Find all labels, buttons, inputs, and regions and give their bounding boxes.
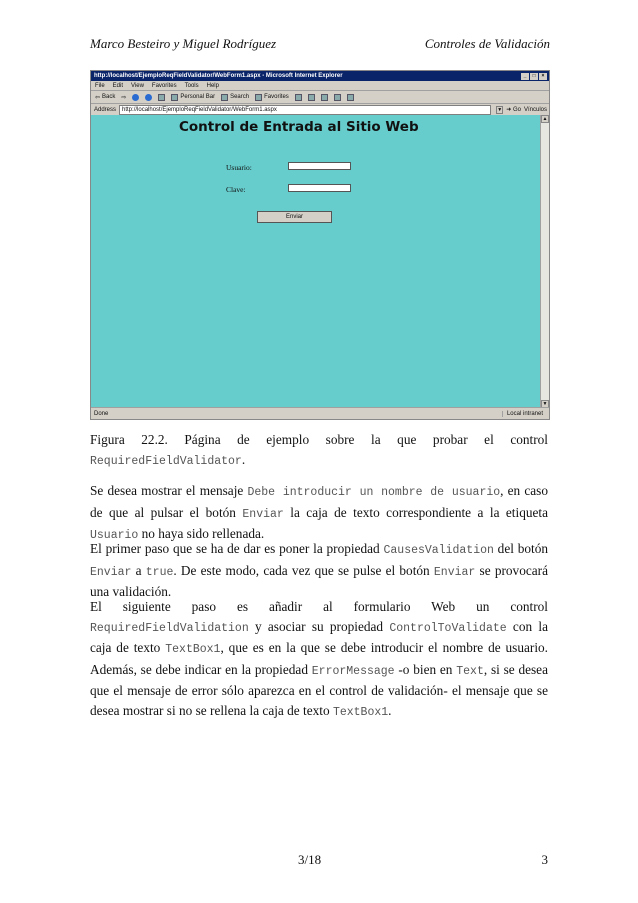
caption-word: el: [484, 432, 494, 447]
page-title: Control de Entrada al Sitio Web: [179, 119, 419, 135]
p3-text: .: [388, 702, 392, 718]
page-counter: 3/18: [298, 852, 322, 867]
p3-text: con la caja de texto: [90, 618, 548, 655]
favorites-label: Favorites: [264, 94, 289, 100]
paragraph-3: [90, 597, 548, 722]
clave-input[interactable]: [288, 184, 351, 192]
p1-text: , en caso de que al pulsar el botón: [90, 483, 548, 520]
p1-code: Enviar: [242, 507, 284, 521]
p3-text: y asociar su propiedad: [248, 618, 390, 634]
p2-code: CausesValidation: [383, 544, 494, 557]
p3-code: Text: [456, 664, 484, 678]
vertical-scrollbar[interactable]: [540, 115, 549, 408]
favorites-button[interactable]: [255, 94, 289, 101]
go-button[interactable]: ➜ Go: [506, 107, 521, 113]
paragraph-1: [90, 481, 548, 546]
address-input[interactable]: [119, 105, 491, 115]
menu-view[interactable]: View: [131, 82, 144, 89]
close-icon[interactable]: ×: [539, 73, 547, 80]
home-icon[interactable]: [158, 94, 165, 101]
menu-edit[interactable]: Edit: [112, 82, 124, 89]
minimize-icon[interactable]: _: [521, 73, 529, 80]
maximize-icon[interactable]: □: [530, 73, 538, 80]
refresh-icon[interactable]: [145, 94, 152, 101]
address-label: Address: [94, 106, 117, 113]
edit-icon[interactable]: [334, 94, 341, 101]
scroll-up-icon[interactable]: ▲: [542, 116, 548, 122]
p3-text: El siguiente paso es añadir al formulario Web un control: [90, 599, 548, 614]
status-zone: Local intranet: [502, 411, 543, 417]
p3-code: RequiredFieldValidation: [90, 621, 249, 635]
stop-icon[interactable]: [132, 94, 139, 101]
mail-icon[interactable]: [308, 94, 315, 101]
status-done: Done: [94, 410, 109, 417]
links-label[interactable]: Vínculos: [523, 106, 547, 113]
p2-text: . De este modo, cada vez que se pulse el botón: [173, 562, 434, 578]
search-label: Search: [230, 94, 250, 100]
caption-word: control: [510, 432, 548, 447]
address-value: http://localhost/EjemploReqFieldValidator/WebForm1.aspx: [122, 106, 277, 113]
figure-caption: [90, 430, 548, 471]
p1-text: la caja de texto correspondiente a la etiqueta: [283, 504, 548, 520]
scroll-down-icon[interactable]: ▼: [542, 401, 548, 407]
search-button[interactable]: [221, 94, 249, 101]
caption-word: probar: [432, 432, 468, 447]
p1-text: Se desea mostrar el mensaje: [90, 483, 248, 498]
window-titlebar: [91, 71, 549, 81]
p3-text: -o bien en: [394, 661, 457, 677]
p2-text: a: [131, 562, 146, 578]
caption-word: de: [237, 432, 250, 447]
caption-word: que: [397, 432, 417, 447]
print-icon[interactable]: [321, 94, 328, 101]
page-viewport: [91, 115, 540, 408]
menu-bar: [91, 81, 549, 91]
header-chapter: Controles de Validación: [424, 36, 550, 51]
personal-bar-button[interactable]: [171, 94, 215, 101]
caption-word: la: [371, 432, 381, 447]
back-arrow-icon: ⇦: [95, 94, 101, 101]
page-number: 3: [541, 852, 548, 867]
menu-help[interactable]: Help: [206, 82, 219, 89]
address-dropdown-icon[interactable]: ▼: [497, 106, 503, 113]
p2-text: El primer paso que se ha de dar es poner la propiedad: [90, 541, 384, 556]
history-icon[interactable]: [295, 94, 302, 101]
p2-text: se provocará una validación.: [90, 562, 548, 599]
personal-bar-icon: [171, 94, 178, 101]
p2-text: del botón: [493, 541, 549, 556]
p1-code: Debe introducir un nombre de usuario: [247, 486, 501, 499]
discuss-icon[interactable]: [347, 94, 354, 101]
caption-word: sobre: [325, 432, 355, 447]
paragraph-2: [90, 539, 548, 602]
p3-text: , si se desea que el mensaje de error sólo aparezca en el control de validación- el mensaje que se desea mostrar si no se rellena la caja de texto: [90, 661, 548, 718]
p1-text: no haya sido rellenada.: [138, 526, 265, 541]
status-bar: [91, 407, 549, 419]
browser-toolbar: [91, 91, 549, 104]
go-label: Go: [512, 107, 521, 113]
p3-text: , que es en la que se debe introducir el nombre de usuario. Además, se debe indicar en la propiedad: [90, 640, 548, 677]
usuario-input[interactable]: [288, 162, 351, 170]
caption-word: Página: [184, 432, 221, 447]
menu-favorites[interactable]: Favorites: [151, 82, 177, 89]
usuario-label: Usuario:: [226, 163, 252, 172]
p2-code: true: [145, 565, 174, 579]
p3-code: ErrorMessage: [311, 664, 395, 678]
header-authors: Marco Besteiro y Miguel Rodríguez: [90, 36, 277, 51]
p3-code: ControlToValidate: [389, 621, 507, 635]
p2-code: Enviar: [433, 565, 476, 579]
caption-code: RequiredFieldValidator: [90, 454, 242, 468]
back-label: Back: [102, 94, 116, 100]
browser-screenshot: [90, 70, 550, 420]
clave-label: Clave:: [226, 185, 246, 194]
caption-word: ejemplo: [266, 432, 310, 447]
p3-code: TextBox1: [332, 705, 389, 719]
caption-end: .: [241, 451, 246, 467]
menu-file[interactable]: File: [95, 82, 105, 89]
p1-code: Usuario: [90, 529, 139, 542]
personal-bar-label: Personal Bar: [180, 94, 216, 100]
p2-code: Enviar: [90, 565, 132, 579]
caption-word: Figura: [90, 432, 125, 447]
back-button[interactable]: [95, 94, 115, 101]
window-title: http://localhost/EjemploReqFieldValidator/WebForm1.aspx - Microsoft Internet Explorer: [94, 73, 343, 79]
forward-icon[interactable]: ⇨: [121, 94, 127, 101]
p3-code: TextBox1: [165, 643, 221, 656]
favorites-icon: [255, 94, 262, 101]
enviar-button[interactable]: Enviar: [257, 211, 332, 223]
caption-word: 22.2.: [141, 432, 168, 447]
search-icon: [221, 94, 228, 101]
menu-tools[interactable]: Tools: [184, 82, 199, 89]
